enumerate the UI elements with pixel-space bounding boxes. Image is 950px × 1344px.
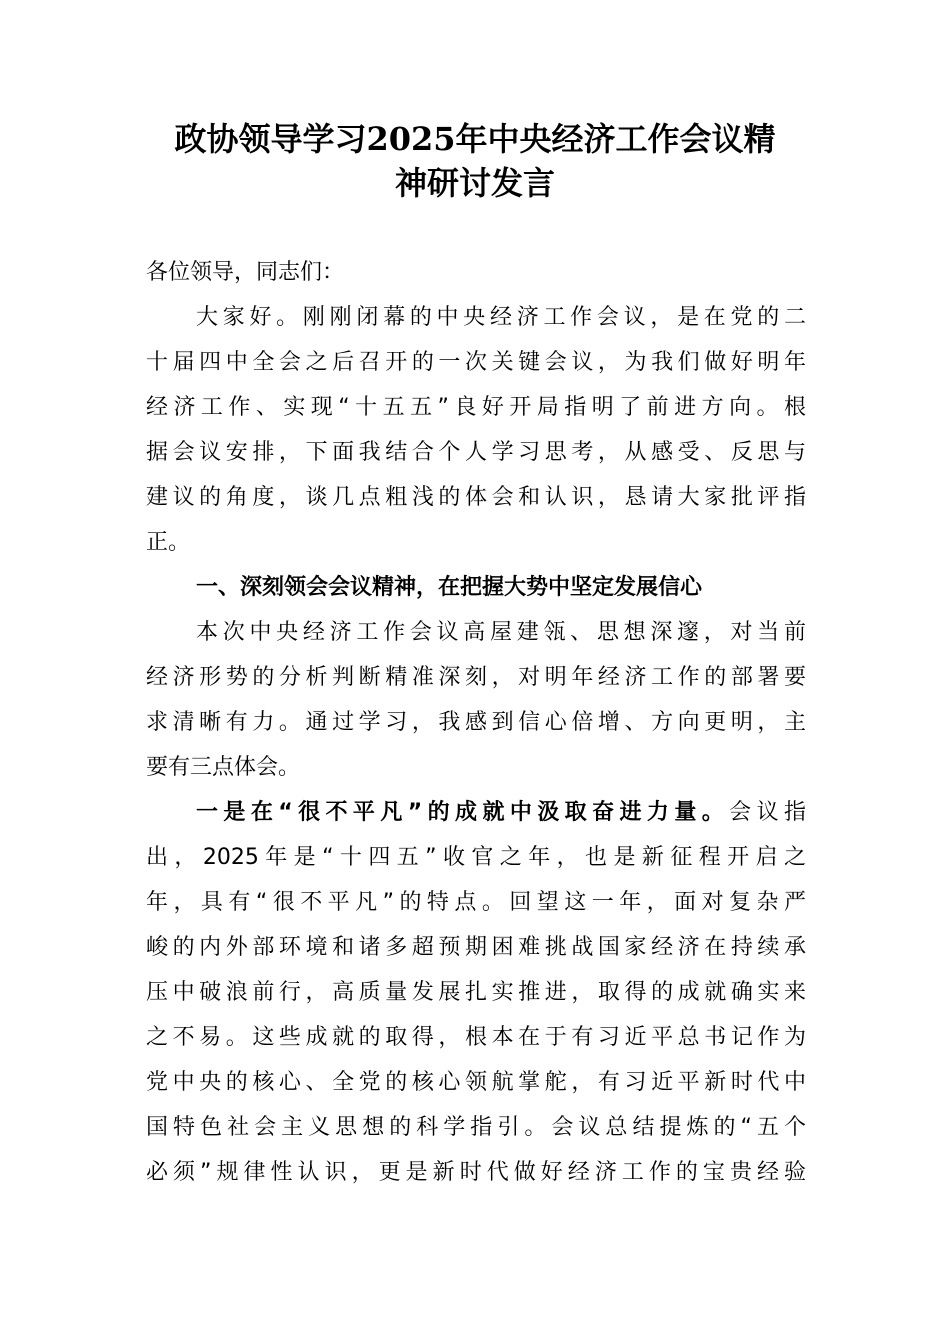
point1-line: 党中央的核心、全党的核心领航掌舵，有习近平新时代中 [146,1070,806,1095]
point1-line: 国特色社会主义思想的科学指引。会议总结提炼的“五个 [146,1115,806,1140]
point1-line: 压中破浪前行，高质量发展扎实推进，取得的成就确实来 [146,980,806,1005]
intro-line: 正。 [146,530,191,555]
document-title-line-2: 神研讨发言 [394,164,555,202]
point1-first-line [196,791,806,835]
point1-line: 年，具有“很不平凡”的特点。回望这一年，面对复杂严 [146,890,806,915]
intro-line: 经济工作、实现“十五五”良好开局指明了前进方向。根 [146,395,806,420]
point1-line: 出，2025年是“十四五”收官之年，也是新征程开启之 [146,845,806,870]
section1-line: 本次中央经济工作会议高屋建瓴、思想深邃，对当前 [196,620,806,645]
document-title-line-1: 政协领导学习2025年中央经济工作会议精 [174,120,776,158]
section-heading-1: 一、深刻领会会议精神，在把握大势中坚定发展信心 [196,575,703,600]
intro-line: 十届四中全会之后召开的一次关键会议，为我们做好明年 [146,350,806,375]
salutation: 各位领导，同志们： [146,260,345,285]
point1-line: 必须”规律性认识，更是新时代做好经济工作的宝贵经验 [146,1160,806,1185]
point1-line: 之不易。这些成就的取得，根本在于有习近平总书记作为 [146,1025,806,1050]
intro-line: 据会议安排，下面我结合个人学习思考，从感受、反思与 [146,440,806,465]
point1-first-rest: 会议指 [729,800,806,825]
point1-bold-lead: 一是在“很不平凡”的成就中汲取奋进力量。 [196,800,730,825]
section1-line: 经济形势的分析判断精准深刻，对明年经济工作的部署要 [146,665,806,690]
section1-line: 求清晰有力。通过学习，我感到信心倍增、方向更明，主 [146,710,806,735]
intro-line: 建议的角度，谈几点粗浅的体会和认识，恳请大家批评指 [146,485,806,510]
point1-line: 峻的内外部环境和诸多超预期困难挑战国家经济在持续承 [146,935,806,960]
section1-line: 要有三点体会。 [146,755,301,780]
intro-line: 大家好。刚刚闭幕的中央经济工作会议，是在党的二 [196,305,806,330]
